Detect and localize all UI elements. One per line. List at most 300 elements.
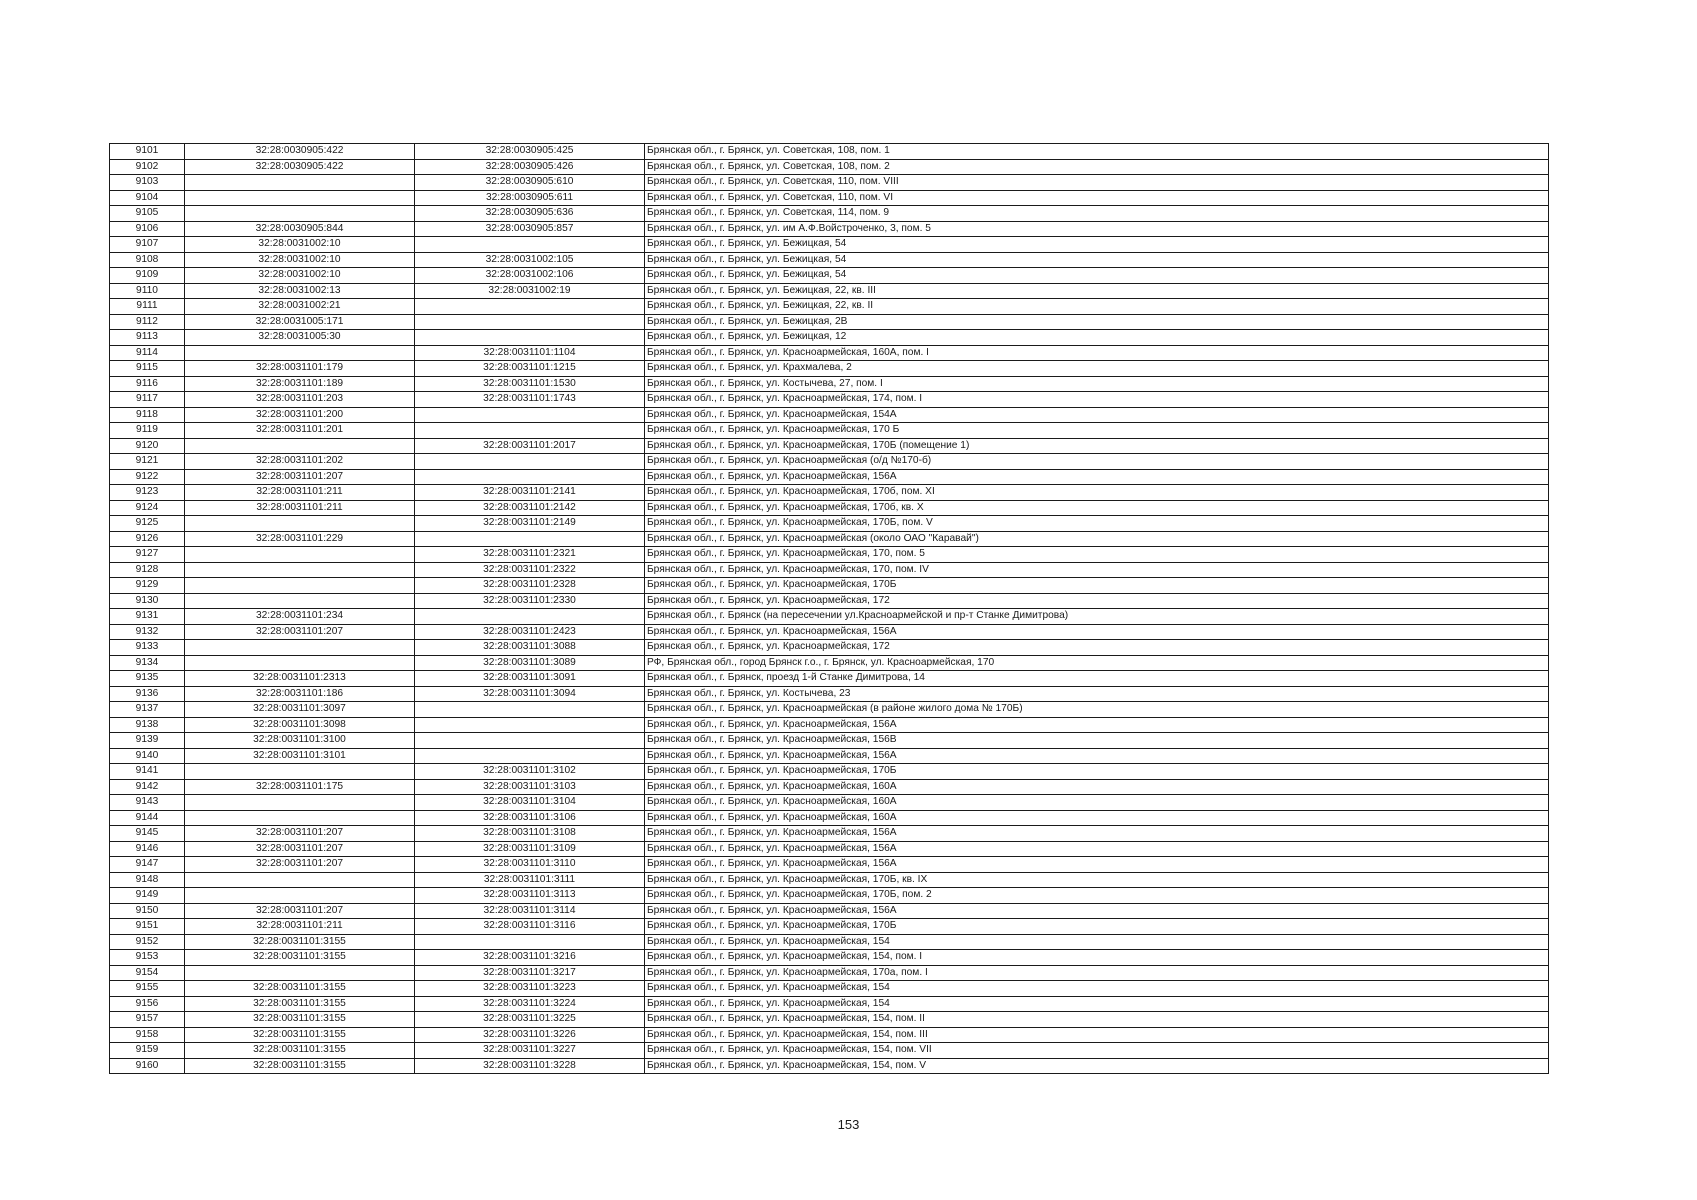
- parent-cadastral-number-cell: 32:28:0031101:3098: [185, 717, 415, 733]
- cadastral-number-cell: 32:28:0031101:2321: [415, 547, 645, 563]
- address-cell: Брянская обл., г. Брянск, ул. Бежицкая, 54: [645, 268, 1549, 284]
- row-number-cell: 9120: [110, 438, 185, 454]
- parent-cadastral-number-cell: [185, 640, 415, 656]
- row-number-cell: 9113: [110, 330, 185, 346]
- address-cell: Брянская обл., г. Брянск, ул. Красноармейская (в районе жилого дома № 170Б): [645, 702, 1549, 718]
- row-number-cell: 9140: [110, 748, 185, 764]
- row-number-cell: 9114: [110, 345, 185, 361]
- parent-cadastral-number-cell: [185, 888, 415, 904]
- parent-cadastral-number-cell: 32:28:0031101:2313: [185, 671, 415, 687]
- address-cell: Брянская обл., г. Брянск, ул. Красноармейская, 160А: [645, 810, 1549, 826]
- cadastral-number-cell: 32:28:0030905:610: [415, 175, 645, 191]
- address-cell: Брянская обл., г. Брянск, ул. Красноармейская, 156А: [645, 841, 1549, 857]
- table-row: [110, 454, 1549, 470]
- table-row: [110, 159, 1549, 175]
- address-cell: Брянская обл., г. Брянск, ул. Бежицкая, 22, кв. II: [645, 299, 1549, 315]
- parent-cadastral-number-cell: [185, 655, 415, 671]
- address-cell: Брянская обл., г. Брянск, ул. им А.Ф.Войстроченко, 3, пом. 5: [645, 221, 1549, 237]
- row-number-cell: 9126: [110, 531, 185, 547]
- table-row: [110, 717, 1549, 733]
- row-number-cell: 9151: [110, 919, 185, 935]
- row-number-cell: 9148: [110, 872, 185, 888]
- cadastral-number-cell: 32:28:0031101:2423: [415, 624, 645, 640]
- table-row: [110, 655, 1549, 671]
- parent-cadastral-number-cell: 32:28:0031002:13: [185, 283, 415, 299]
- address-cell: Брянская обл., г. Брянск, ул. Советская, 114, пом. 9: [645, 206, 1549, 222]
- parent-cadastral-number-cell: [185, 562, 415, 578]
- table-row: [110, 469, 1549, 485]
- parent-cadastral-number-cell: [185, 175, 415, 191]
- address-cell: Брянская обл., г. Брянск, ул. Крахмалева, 2: [645, 361, 1549, 377]
- address-cell: Брянская обл., г. Брянск, ул. Советская, 108, пом. 2: [645, 159, 1549, 175]
- row-number-cell: 9121: [110, 454, 185, 470]
- address-cell: Брянская обл., г. Брянск, ул. Красноармейская, 154, пом. V: [645, 1058, 1549, 1074]
- address-cell: Брянская обл., г. Брянск, ул. Бежицкая, 54: [645, 237, 1549, 253]
- table-row: [110, 996, 1549, 1012]
- cadastral-number-cell: 32:28:0031002:106: [415, 268, 645, 284]
- table-row: [110, 485, 1549, 501]
- table-row: [110, 702, 1549, 718]
- cadastral-number-cell: 32:28:0031101:3106: [415, 810, 645, 826]
- address-cell: Брянская обл., г. Брянск, ул. Красноармейская, 172: [645, 593, 1549, 609]
- cadastral-number-cell: [415, 702, 645, 718]
- row-number-cell: 9109: [110, 268, 185, 284]
- address-cell: Брянская обл., г. Брянск, ул. Бежицкая, 22, кв. III: [645, 283, 1549, 299]
- cadastral-number-cell: 32:28:0031101:3111: [415, 872, 645, 888]
- row-number-cell: 9160: [110, 1058, 185, 1074]
- cadastral-number-cell: 32:28:0031101:3088: [415, 640, 645, 656]
- table-row: [110, 965, 1549, 981]
- row-number-cell: 9132: [110, 624, 185, 640]
- row-number-cell: 9145: [110, 826, 185, 842]
- cadastral-number-cell: 32:28:0031101:2330: [415, 593, 645, 609]
- row-number-cell: 9129: [110, 578, 185, 594]
- cadastral-number-cell: 32:28:0031101:3228: [415, 1058, 645, 1074]
- row-number-cell: 9155: [110, 981, 185, 997]
- address-cell: Брянская обл., г. Брянск, ул. Красноармейская, 156А: [645, 903, 1549, 919]
- address-cell: Брянская обл., г. Брянск, ул. Костычева, 27, пом. I: [645, 376, 1549, 392]
- parent-cadastral-number-cell: [185, 810, 415, 826]
- cadastral-number-cell: 32:28:0030905:425: [415, 144, 645, 160]
- cadastral-number-cell: 32:28:0030905:857: [415, 221, 645, 237]
- table-row: [110, 841, 1549, 857]
- parent-cadastral-number-cell: 32:28:0031002:10: [185, 237, 415, 253]
- address-cell: Брянская обл., г. Брянск, ул. Красноармейская, 156А: [645, 624, 1549, 640]
- cadastral-number-cell: [415, 469, 645, 485]
- table-row: [110, 593, 1549, 609]
- row-number-cell: 9133: [110, 640, 185, 656]
- row-number-cell: 9107: [110, 237, 185, 253]
- cadastral-number-cell: [415, 733, 645, 749]
- cadastral-number-cell: 32:28:0031101:1530: [415, 376, 645, 392]
- address-cell: Брянская обл., г. Брянск, ул. Красноармейская, 154, пом. VII: [645, 1043, 1549, 1059]
- parent-cadastral-number-cell: 32:28:0031101:207: [185, 826, 415, 842]
- table-row: [110, 934, 1549, 950]
- address-cell: Брянская обл., г. Брянск, ул. Красноармейская, 170, пом. IV: [645, 562, 1549, 578]
- parent-cadastral-number-cell: 32:28:0031101:3155: [185, 950, 415, 966]
- table-row: [110, 640, 1549, 656]
- row-number-cell: 9153: [110, 950, 185, 966]
- table-row: [110, 1058, 1549, 1074]
- document-sheet: [109, 143, 1548, 1074]
- cadastral-number-cell: 32:28:0031002:105: [415, 252, 645, 268]
- table-row: [110, 500, 1549, 516]
- table-row: [110, 314, 1549, 330]
- table-row: [110, 221, 1549, 237]
- table-row: [110, 578, 1549, 594]
- cadastral-number-cell: [415, 314, 645, 330]
- address-cell: Брянская обл., г. Брянск, ул. Бежицкая, 12: [645, 330, 1549, 346]
- cadastral-number-cell: 32:28:0031002:19: [415, 283, 645, 299]
- cadastral-number-cell: 32:28:0031101:2322: [415, 562, 645, 578]
- table-row: [110, 330, 1549, 346]
- table-row: [110, 407, 1549, 423]
- parent-cadastral-number-cell: 32:28:0031101:203: [185, 392, 415, 408]
- address-cell: Брянская обл., г. Брянск, ул. Красноармейская, 170Б: [645, 578, 1549, 594]
- row-number-cell: 9158: [110, 1027, 185, 1043]
- table-row: [110, 438, 1549, 454]
- cadastral-number-cell: 32:28:0031101:3227: [415, 1043, 645, 1059]
- address-cell: Брянская обл., г. Брянск, ул. Красноармейская, 170Б, кв. IX: [645, 872, 1549, 888]
- parent-cadastral-number-cell: 32:28:0031101:3155: [185, 1043, 415, 1059]
- table-row: [110, 237, 1549, 253]
- cadastral-number-cell: 32:28:0031101:3103: [415, 779, 645, 795]
- table-row: [110, 826, 1549, 842]
- row-number-cell: 9152: [110, 934, 185, 950]
- address-cell: Брянская обл., г. Брянск (на пересечении ул.Красноармейской и пр-т Станке Димитрова): [645, 609, 1549, 625]
- address-cell: Брянская обл., г. Брянск, проезд 1-й Станке Димитрова, 14: [645, 671, 1549, 687]
- cadastral-number-cell: [415, 934, 645, 950]
- parent-cadastral-number-cell: [185, 345, 415, 361]
- cadastral-number-cell: 32:28:0031101:2328: [415, 578, 645, 594]
- row-number-cell: 9125: [110, 516, 185, 532]
- parent-cadastral-number-cell: [185, 190, 415, 206]
- row-number-cell: 9110: [110, 283, 185, 299]
- parent-cadastral-number-cell: 32:28:0031002:10: [185, 268, 415, 284]
- table-row: [110, 764, 1549, 780]
- address-cell: Брянская обл., г. Брянск, ул. Красноармейская, 170Б: [645, 764, 1549, 780]
- table-row: [110, 981, 1549, 997]
- table-row: [110, 686, 1549, 702]
- address-cell: Брянская обл., г. Брянск, ул. Красноармейская, 154, пом. I: [645, 950, 1549, 966]
- row-number-cell: 9106: [110, 221, 185, 237]
- address-cell: Брянская обл., г. Брянск, ул. Советская, 108, пом. 1: [645, 144, 1549, 160]
- cadastral-number-cell: 32:28:0030905:636: [415, 206, 645, 222]
- address-cell: Брянская обл., г. Брянск, ул. Красноармейская, 154, пом. III: [645, 1027, 1549, 1043]
- table-row: [110, 252, 1549, 268]
- parent-cadastral-number-cell: 32:28:0031101:186: [185, 686, 415, 702]
- address-cell: Брянская обл., г. Брянск, ул. Красноармейская, 154: [645, 996, 1549, 1012]
- parent-cadastral-number-cell: 32:28:0030905:422: [185, 144, 415, 160]
- table-body: [110, 144, 1549, 1074]
- row-number-cell: 9134: [110, 655, 185, 671]
- row-number-cell: 9135: [110, 671, 185, 687]
- cadastral-number-cell: [415, 454, 645, 470]
- row-number-cell: 9102: [110, 159, 185, 175]
- address-cell: Брянская обл., г. Брянск, ул. Красноармейская, 156А: [645, 748, 1549, 764]
- cadastral-number-cell: [415, 531, 645, 547]
- parent-cadastral-number-cell: 32:28:0031101:211: [185, 500, 415, 516]
- cadastral-number-cell: 32:28:0031101:2149: [415, 516, 645, 532]
- parent-cadastral-number-cell: 32:28:0031101:234: [185, 609, 415, 625]
- parent-cadastral-number-cell: 32:28:0031101:207: [185, 903, 415, 919]
- address-cell: Брянская обл., г. Брянск, ул. Красноармейская, 156А: [645, 857, 1549, 873]
- table-row: [110, 624, 1549, 640]
- row-number-cell: 9112: [110, 314, 185, 330]
- row-number-cell: 9147: [110, 857, 185, 873]
- parent-cadastral-number-cell: 32:28:0031101:3155: [185, 1027, 415, 1043]
- table-row: [110, 376, 1549, 392]
- address-cell: Брянская обл., г. Брянск, ул. Красноармейская (около ОАО "Каравай"): [645, 531, 1549, 547]
- row-number-cell: 9137: [110, 702, 185, 718]
- table-row: [110, 1012, 1549, 1028]
- parent-cadastral-number-cell: [185, 438, 415, 454]
- cadastral-number-cell: 32:28:0031101:3113: [415, 888, 645, 904]
- cadastral-number-cell: [415, 299, 645, 315]
- address-cell: Брянская обл., г. Брянск, ул. Красноармейская (о/д №170-б): [645, 454, 1549, 470]
- cadastral-number-cell: 32:28:0031101:2017: [415, 438, 645, 454]
- parent-cadastral-number-cell: 32:28:0031101:3155: [185, 934, 415, 950]
- address-cell: Брянская обл., г. Брянск, ул. Советская, 110, пом. VIII: [645, 175, 1549, 191]
- cadastral-number-cell: 32:28:0031101:3224: [415, 996, 645, 1012]
- row-number-cell: 9127: [110, 547, 185, 563]
- table-row: [110, 1043, 1549, 1059]
- cadastral-number-cell: 32:28:0031101:3217: [415, 965, 645, 981]
- row-number-cell: 9117: [110, 392, 185, 408]
- parent-cadastral-number-cell: 32:28:0031101:3155: [185, 1012, 415, 1028]
- parent-cadastral-number-cell: 32:28:0031101:207: [185, 841, 415, 857]
- parent-cadastral-number-cell: 32:28:0031101:175: [185, 779, 415, 795]
- parent-cadastral-number-cell: 32:28:0030905:844: [185, 221, 415, 237]
- address-cell: Брянская обл., г. Брянск, ул. Красноармейская, 156А: [645, 717, 1549, 733]
- parent-cadastral-number-cell: 32:28:0031101:207: [185, 469, 415, 485]
- row-number-cell: 9104: [110, 190, 185, 206]
- cadastral-number-cell: 32:28:0031101:3094: [415, 686, 645, 702]
- row-number-cell: 9150: [110, 903, 185, 919]
- cadastral-number-cell: 32:28:0031101:3108: [415, 826, 645, 842]
- address-cell: Брянская обл., г. Брянск, ул. Красноармейская, 154, пом. II: [645, 1012, 1549, 1028]
- table-row: [110, 950, 1549, 966]
- cadastral-number-cell: 32:28:0031101:3089: [415, 655, 645, 671]
- address-cell: Брянская обл., г. Брянск, ул. Костычева, 23: [645, 686, 1549, 702]
- address-cell: Брянская обл., г. Брянск, ул. Советская, 110, пом. VI: [645, 190, 1549, 206]
- address-cell: Брянская обл., г. Брянск, ул. Красноармейская, 170б, пом. XI: [645, 485, 1549, 501]
- address-cell: Брянская обл., г. Брянск, ул. Красноармейская, 172: [645, 640, 1549, 656]
- table-row: [110, 268, 1549, 284]
- address-cell: Брянская обл., г. Брянск, ул. Красноармейская, 160А, пом. I: [645, 345, 1549, 361]
- parent-cadastral-number-cell: 32:28:0031005:30: [185, 330, 415, 346]
- cadastral-number-cell: 32:28:0031101:3226: [415, 1027, 645, 1043]
- cadastral-number-cell: [415, 423, 645, 439]
- parent-cadastral-number-cell: 32:28:0031002:21: [185, 299, 415, 315]
- table-row: [110, 423, 1549, 439]
- row-number-cell: 9141: [110, 764, 185, 780]
- cadastral-number-cell: 32:28:0030905:426: [415, 159, 645, 175]
- table-row: [110, 361, 1549, 377]
- address-cell: Брянская обл., г. Брянск, ул. Красноармейская, 160А: [645, 795, 1549, 811]
- cadastral-number-cell: 32:28:0031101:2142: [415, 500, 645, 516]
- address-cell: Брянская обл., г. Брянск, ул. Красноармейская, 156А: [645, 826, 1549, 842]
- cadastral-number-cell: [415, 609, 645, 625]
- row-number-cell: 9124: [110, 500, 185, 516]
- address-cell: Брянская обл., г. Брянск, ул. Красноармейская, 170 Б: [645, 423, 1549, 439]
- page-number: 153: [837, 1117, 860, 1132]
- row-number-cell: 9108: [110, 252, 185, 268]
- cadastral-number-cell: 32:28:0031101:3110: [415, 857, 645, 873]
- property-registry-table: [109, 143, 1549, 1074]
- cadastral-number-cell: 32:28:0031101:3225: [415, 1012, 645, 1028]
- address-cell: Брянская обл., г. Брянск, ул. Красноармейская, 170, пом. 5: [645, 547, 1549, 563]
- table-row: [110, 283, 1549, 299]
- parent-cadastral-number-cell: 32:28:0031101:207: [185, 624, 415, 640]
- parent-cadastral-number-cell: 32:28:0031101:200: [185, 407, 415, 423]
- cadastral-number-cell: [415, 717, 645, 733]
- row-number-cell: 9139: [110, 733, 185, 749]
- table-row: [110, 779, 1549, 795]
- row-number-cell: 9154: [110, 965, 185, 981]
- row-number-cell: 9157: [110, 1012, 185, 1028]
- cadastral-number-cell: 32:28:0031101:3216: [415, 950, 645, 966]
- cadastral-number-cell: [415, 330, 645, 346]
- parent-cadastral-number-cell: 32:28:0031101:211: [185, 485, 415, 501]
- row-number-cell: 9156: [110, 996, 185, 1012]
- row-number-cell: 9105: [110, 206, 185, 222]
- cadastral-number-cell: 32:28:0031101:3091: [415, 671, 645, 687]
- row-number-cell: 9101: [110, 144, 185, 160]
- table-row: [110, 562, 1549, 578]
- table-row: [110, 903, 1549, 919]
- parent-cadastral-number-cell: 32:28:0031101:3155: [185, 996, 415, 1012]
- row-number-cell: 9130: [110, 593, 185, 609]
- row-number-cell: 9119: [110, 423, 185, 439]
- address-cell: РФ, Брянская обл., город Брянск г.о., г. Брянск, ул. Красноармейская, 170: [645, 655, 1549, 671]
- row-number-cell: 9115: [110, 361, 185, 377]
- table-row: [110, 1027, 1549, 1043]
- table-row: [110, 733, 1549, 749]
- row-number-cell: 9118: [110, 407, 185, 423]
- parent-cadastral-number-cell: 32:28:0030905:422: [185, 159, 415, 175]
- table-row: [110, 299, 1549, 315]
- row-number-cell: 9103: [110, 175, 185, 191]
- parent-cadastral-number-cell: [185, 872, 415, 888]
- address-cell: Брянская обл., г. Брянск, ул. Красноармейская, 170Б, пом. V: [645, 516, 1549, 532]
- address-cell: Брянская обл., г. Брянск, ул. Бежицкая, 54: [645, 252, 1549, 268]
- address-cell: Брянская обл., г. Брянск, ул. Красноармейская, 170а, пом. I: [645, 965, 1549, 981]
- address-cell: Брянская обл., г. Брянск, ул. Красноармейская, 160А: [645, 779, 1549, 795]
- parent-cadastral-number-cell: [185, 547, 415, 563]
- parent-cadastral-number-cell: 32:28:0031101:201: [185, 423, 415, 439]
- parent-cadastral-number-cell: [185, 965, 415, 981]
- parent-cadastral-number-cell: [185, 593, 415, 609]
- table-row: [110, 175, 1549, 191]
- cadastral-number-cell: 32:28:0031101:3104: [415, 795, 645, 811]
- cadastral-number-cell: [415, 748, 645, 764]
- row-number-cell: 9136: [110, 686, 185, 702]
- table-row: [110, 810, 1549, 826]
- table-row: [110, 857, 1549, 873]
- parent-cadastral-number-cell: 32:28:0031101:3101: [185, 748, 415, 764]
- parent-cadastral-number-cell: [185, 578, 415, 594]
- parent-cadastral-number-cell: 32:28:0031101:207: [185, 857, 415, 873]
- cadastral-number-cell: 32:28:0030905:611: [415, 190, 645, 206]
- table-row: [110, 671, 1549, 687]
- table-row: [110, 547, 1549, 563]
- row-number-cell: 9138: [110, 717, 185, 733]
- table-row: [110, 516, 1549, 532]
- cadastral-number-cell: [415, 237, 645, 253]
- parent-cadastral-number-cell: 32:28:0031101:3100: [185, 733, 415, 749]
- address-cell: Брянская обл., г. Брянск, ул. Красноармейская, 156В: [645, 733, 1549, 749]
- parent-cadastral-number-cell: 32:28:0031101:189: [185, 376, 415, 392]
- row-number-cell: 9111: [110, 299, 185, 315]
- parent-cadastral-number-cell: 32:28:0031101:3097: [185, 702, 415, 718]
- address-cell: Брянская обл., г. Брянск, ул. Красноармейская, 170Б, пом. 2: [645, 888, 1549, 904]
- parent-cadastral-number-cell: 32:28:0031101:202: [185, 454, 415, 470]
- table-row: [110, 345, 1549, 361]
- table-row: [110, 872, 1549, 888]
- address-cell: Брянская обл., г. Брянск, ул. Красноармейская, 154А: [645, 407, 1549, 423]
- parent-cadastral-number-cell: [185, 764, 415, 780]
- table-row: [110, 206, 1549, 222]
- parent-cadastral-number-cell: 32:28:0031101:3155: [185, 981, 415, 997]
- cadastral-number-cell: 32:28:0031101:3223: [415, 981, 645, 997]
- cadastral-number-cell: [415, 407, 645, 423]
- row-number-cell: 9142: [110, 779, 185, 795]
- cadastral-number-cell: 32:28:0031101:3102: [415, 764, 645, 780]
- row-number-cell: 9128: [110, 562, 185, 578]
- address-cell: Брянская обл., г. Брянск, ул. Красноармейская, 170Б (помещение 1): [645, 438, 1549, 454]
- parent-cadastral-number-cell: 32:28:0031101:211: [185, 919, 415, 935]
- cadastral-number-cell: 32:28:0031101:3114: [415, 903, 645, 919]
- table-row: [110, 190, 1549, 206]
- cadastral-number-cell: 32:28:0031101:3109: [415, 841, 645, 857]
- parent-cadastral-number-cell: 32:28:0031101:3155: [185, 1058, 415, 1074]
- table-row: [110, 392, 1549, 408]
- row-number-cell: 9143: [110, 795, 185, 811]
- row-number-cell: 9131: [110, 609, 185, 625]
- row-number-cell: 9122: [110, 469, 185, 485]
- table-row: [110, 531, 1549, 547]
- table-row: [110, 919, 1549, 935]
- cadastral-number-cell: 32:28:0031101:1743: [415, 392, 645, 408]
- address-cell: Брянская обл., г. Брянск, ул. Красноармейская, 154: [645, 981, 1549, 997]
- address-cell: Брянская обл., г. Брянск, ул. Красноармейская, 154: [645, 934, 1549, 950]
- address-cell: Брянская обл., г. Брянск, ул. Красноармейская, 156А: [645, 469, 1549, 485]
- parent-cadastral-number-cell: 32:28:0031101:179: [185, 361, 415, 377]
- table-row: [110, 748, 1549, 764]
- row-number-cell: 9144: [110, 810, 185, 826]
- row-number-cell: 9159: [110, 1043, 185, 1059]
- table-row: [110, 888, 1549, 904]
- parent-cadastral-number-cell: [185, 516, 415, 532]
- parent-cadastral-number-cell: [185, 795, 415, 811]
- address-cell: Брянская обл., г. Брянск, ул. Красноармейская, 170Б: [645, 919, 1549, 935]
- address-cell: Брянская обл., г. Брянск, ул. Красноармейская, 174, пом. I: [645, 392, 1549, 408]
- parent-cadastral-number-cell: 32:28:0031005:171: [185, 314, 415, 330]
- row-number-cell: 9116: [110, 376, 185, 392]
- address-cell: Брянская обл., г. Брянск, ул. Бежицкая, 2В: [645, 314, 1549, 330]
- row-number-cell: 9123: [110, 485, 185, 501]
- row-number-cell: 9149: [110, 888, 185, 904]
- parent-cadastral-number-cell: 32:28:0031002:10: [185, 252, 415, 268]
- cadastral-number-cell: 32:28:0031101:3116: [415, 919, 645, 935]
- cadastral-number-cell: 32:28:0031101:1215: [415, 361, 645, 377]
- parent-cadastral-number-cell: [185, 206, 415, 222]
- table-row: [110, 795, 1549, 811]
- address-cell: Брянская обл., г. Брянск, ул. Красноармейская, 170б, кв. Х: [645, 500, 1549, 516]
- cadastral-number-cell: 32:28:0031101:1104: [415, 345, 645, 361]
- table-row: [110, 609, 1549, 625]
